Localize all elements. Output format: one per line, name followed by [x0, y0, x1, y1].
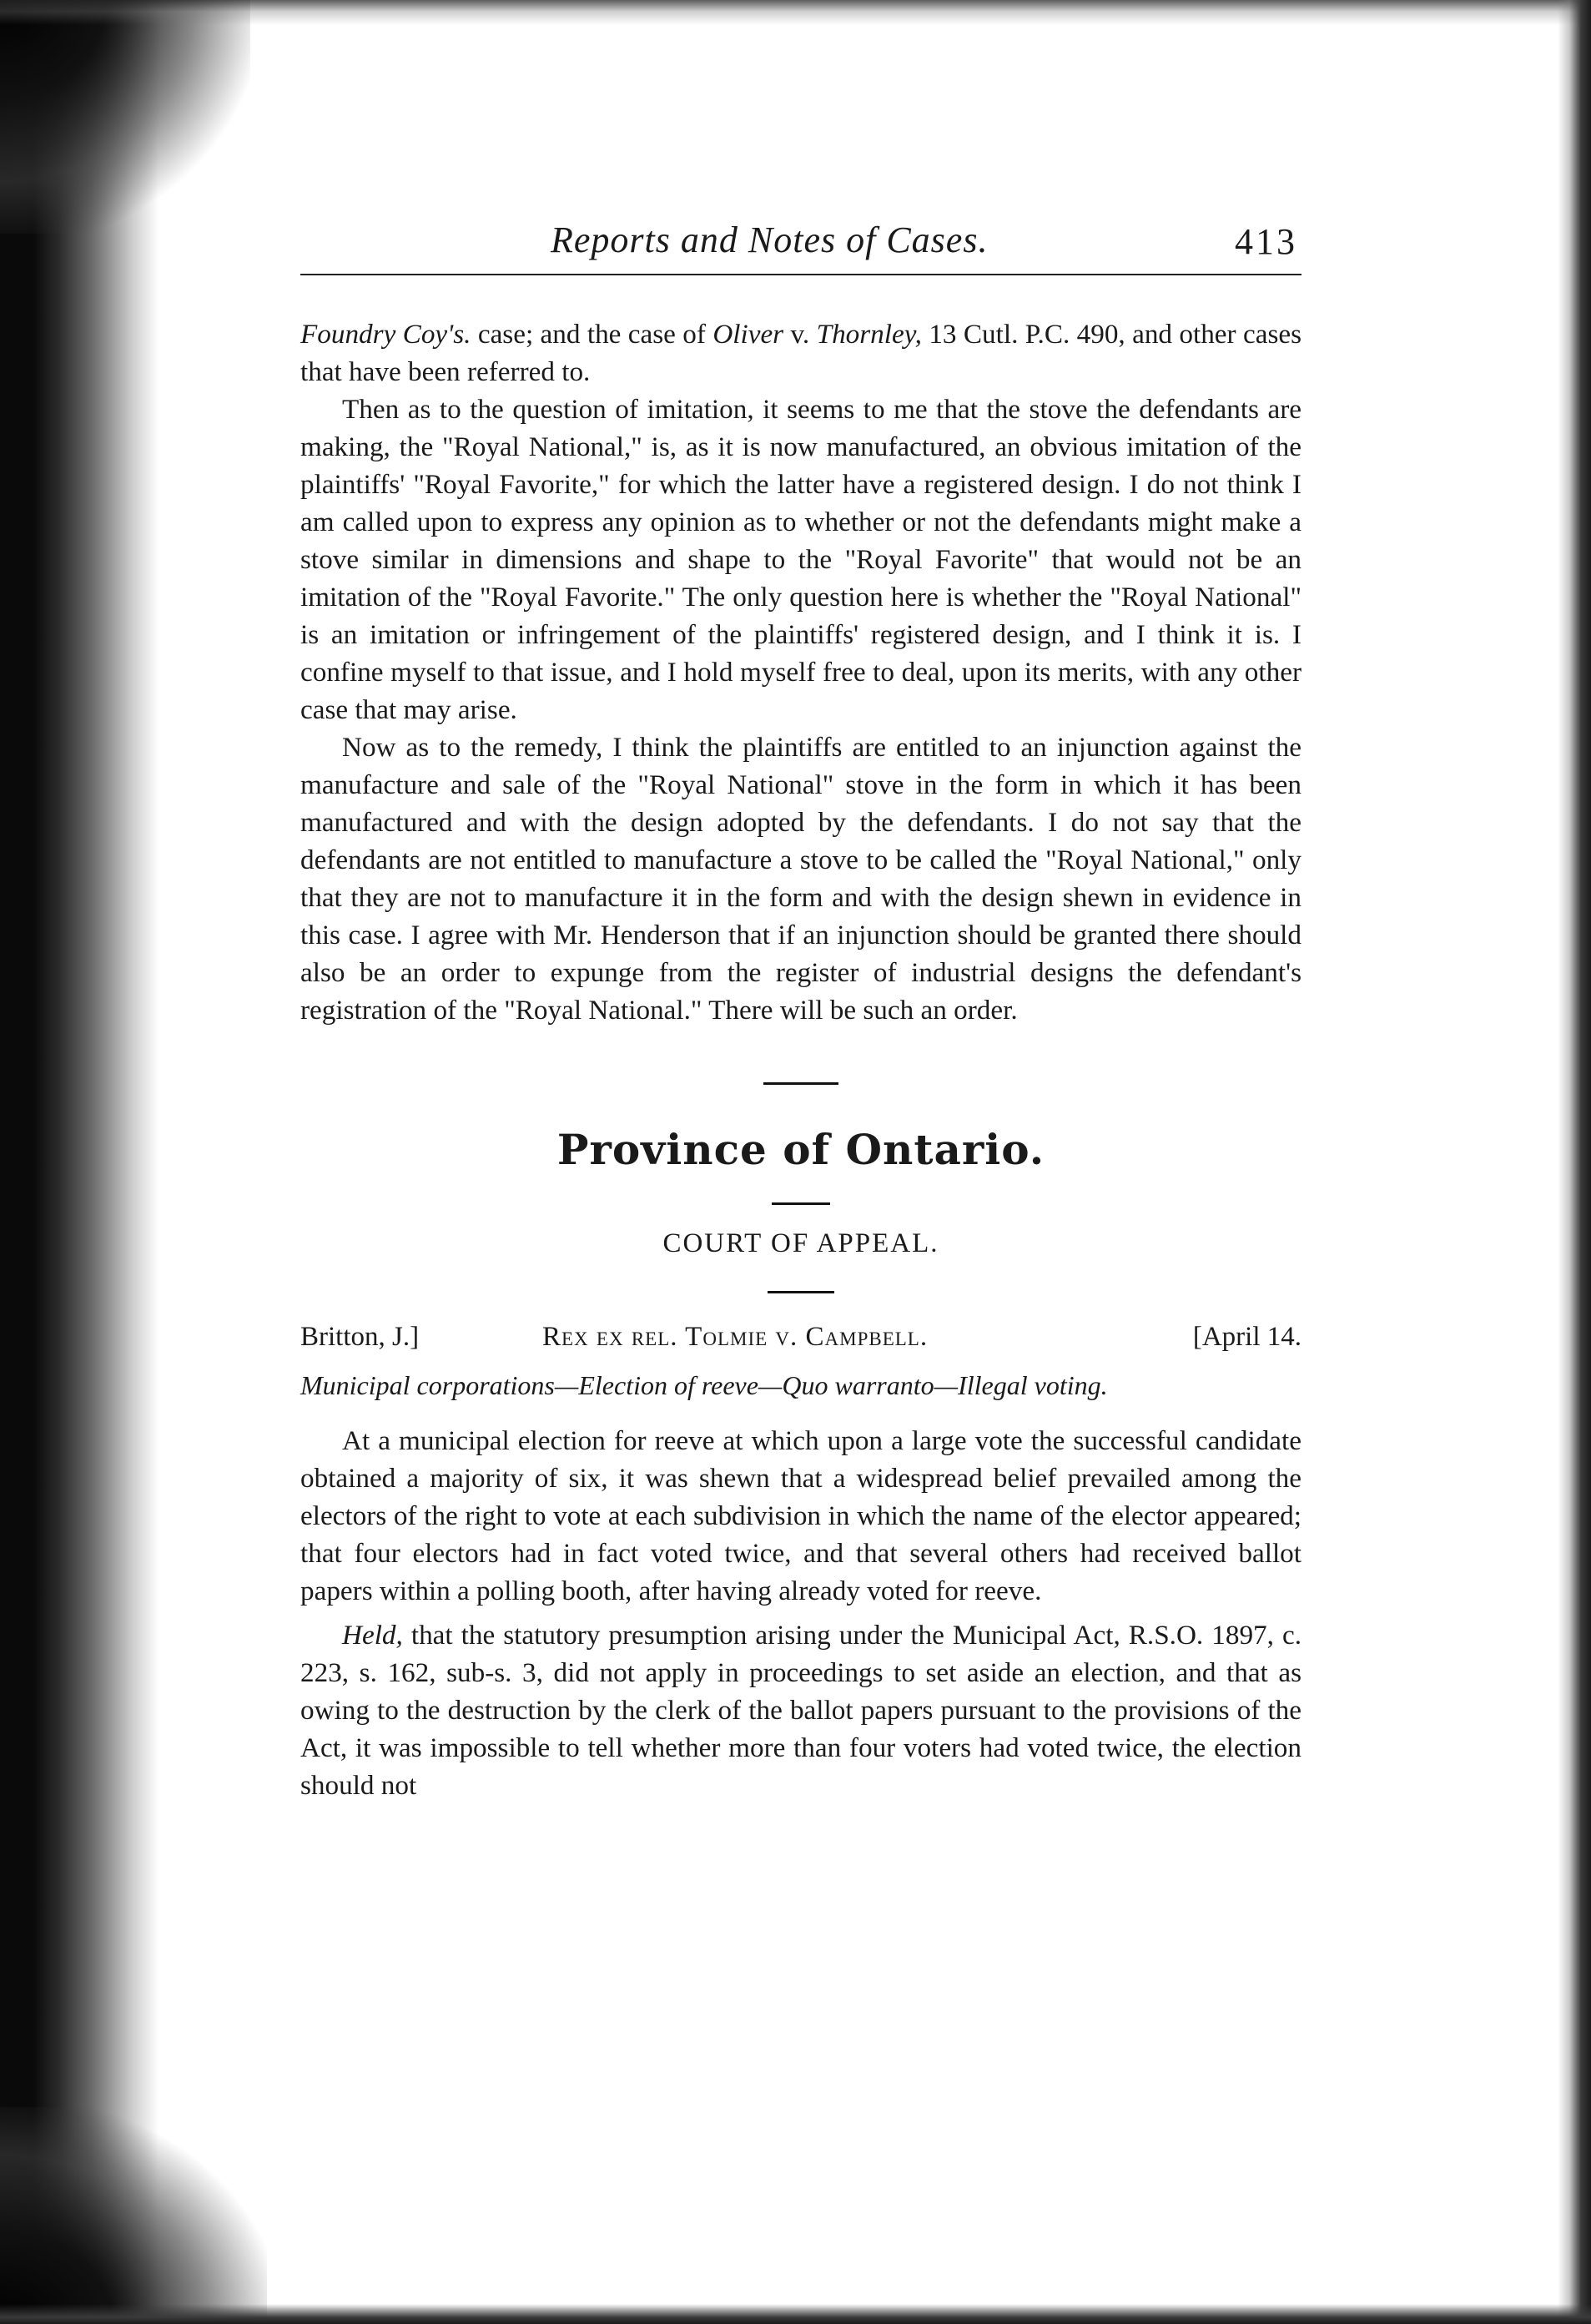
headnote	[300, 1422, 1301, 1804]
held-label: Held,	[342, 1620, 403, 1651]
scan-shadow-bottom-left	[0, 2107, 267, 2324]
section-divider	[768, 1291, 834, 1293]
scan-border-left	[0, 0, 159, 2324]
page-number: 413	[1235, 221, 1297, 262]
judgment-text	[300, 315, 1301, 1029]
running-head: Reports and Notes of Cases.	[551, 219, 989, 260]
scan-border-bottom	[0, 2304, 1591, 2324]
paragraph-1: Foundry Coy's. case; and the case of Oliver v. Thornley, 13 Cutl. P.C. 490, and other cases that have been referred to.	[300, 319, 1301, 387]
section-divider	[763, 1082, 838, 1085]
header-rule	[300, 274, 1301, 275]
case-caption	[300, 1322, 1301, 1362]
case-date: [April 14.	[1192, 1322, 1301, 1352]
case-judge: Britton, J.]	[300, 1322, 420, 1352]
section-divider	[772, 1202, 830, 1205]
paragraph-3: Now as to the remedy, I think the plaintiffs are entitled to an injunction against the manufacture and sale of the "Royal National" stove in the form in which it has been manufactured and with the design adopted by the defendants. I do not say that the defendants are not entitled to manufacture a stove to be called the "Royal National," only that they are not to manufacture it in the form and with the design shewn in evidence in this case. I agree with Mr. Henderson that if an injunction should be granted there should also be an order to expunge from the register of industrial designs the defendant's registration of the "Royal National." There will be such an order.	[300, 732, 1301, 1026]
case-citation: Thornley,	[816, 319, 922, 350]
scan-border-top	[0, 0, 1591, 25]
page-header	[300, 219, 1301, 272]
scan-border-right	[1558, 0, 1591, 2324]
court-heading: COURT OF APPEAL.	[662, 1228, 939, 1258]
case-citation: Foundry Coy's.	[300, 319, 471, 350]
case-title: Rex ex rel. Tolmie v. Campbell.	[542, 1322, 929, 1352]
catchwords: Municipal corporations—Election of reeve—Quo warranto—Illegal voting.	[300, 1370, 1108, 1400]
headnote-paragraph-2: Held, that the statutory presumption arising under the Municipal Act, R.S.O. 1897, c. 223, s. 162, sub-s. 3, did not apply in proceedings to set aside an election, and that as owing to the destruction by the clerk of the ballot papers pursuant to the provisions of the Act, it was impossible to tell whether more than four voters had voted twice, the election should not	[300, 1620, 1301, 1801]
headnote-paragraph-1: At a municipal election for reeve at which upon a large vote the successful candidate obtained a majority of six, it was shewn that a widespread belief prevailed among the electors of the right to vote at each subdivision in which the name of the elector appeared; that four electors had in fact voted twice, and that several others had received ballot papers within a polling booth, after having already voted for reeve.	[300, 1425, 1301, 1606]
case-citation: Oliver	[712, 319, 784, 350]
section-heading: Province of Ontario.	[556, 1125, 1045, 1174]
paragraph-2: Then as to the question of imitation, it seems to me that the stove the defendants are making, the "Royal National," is, as it is now manufactured, an obvious imitation of the plaintiffs' "Royal Favorite," for which the latter have a registered design. I do not think I am called upon to express any opinion as to whether or not the defendants might make a stove similar in dimensions and shape to the "Royal Favorite" that would not be an imitation of the "Royal Favorite." The only question here is whether the "Royal National" is an imitation or infringement of the plaintiffs' registered design, and I think it is. I confine myself to that issue, and I hold myself free to deal, upon its merits, with any other case that may arise.	[300, 394, 1301, 725]
page	[300, 219, 1301, 1804]
scan-shadow-top-left	[0, 0, 250, 234]
